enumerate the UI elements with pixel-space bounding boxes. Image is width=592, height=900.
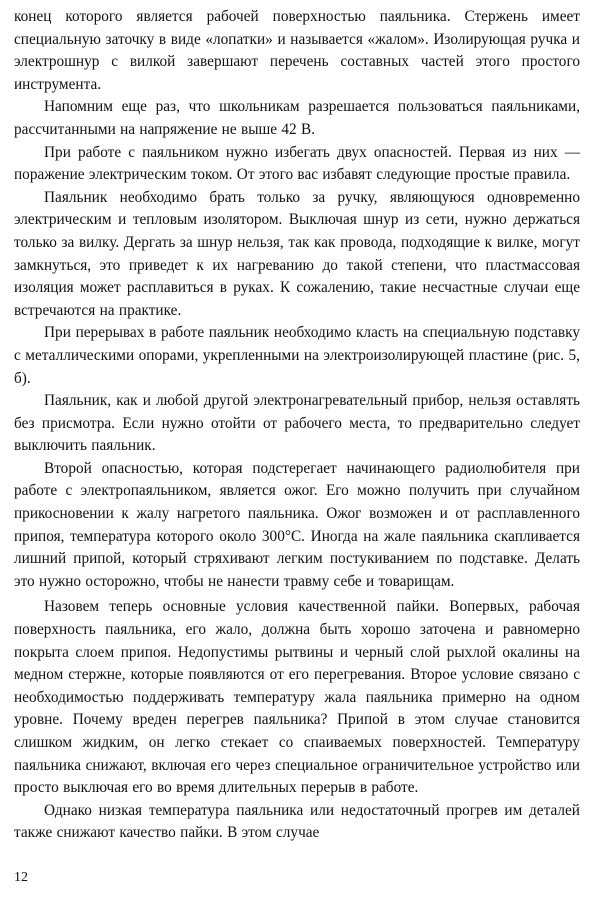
paragraph-low-temperature: Однако низкая температура паяльника или недостаточный прогрев им деталей также снижают качество пайки. В этом случае bbox=[14, 801, 580, 842]
paragraph-continuation: конец которого является рабочей поверхностью паяльника. Стержень имеет специальную заточку в виде «лопатки» и называется «жалом». Изолирующая ручка и электрошнур с вилкой завершают перечень составных частей этого простого инструмента. bbox=[14, 8, 580, 93]
paragraph-quality-conditions: Назовем теперь основные условия качественной пайки. Вопервых, рабочая поверхность паяльника, его жало, должна быть хорошо заточена и равномерно покрыта слоем припоя. Недопустимы рытвины и черный слой рыхлой окалины на медном стержне, которые появляются от его перегревания. Второе условие связано с необходимостью поддерживать температуру жала паяльника примерно на одном уровне. Почему вреден перегрев паяльника? Припой в этом случае становится слишком жидким, он легко стекает со спаиваемых поверхностей. Температуру паяльника снижают, включая его через специальное ограничительное устройство или просто выключая его во время длительных перерыв в работе. bbox=[14, 598, 580, 797]
paragraph-stand: При перерывах в работе паяльник необходимо класть на специальную подставку с металлическими опорами, укрепленными на электроизолирующей пластине (рис. 5, б). bbox=[14, 324, 580, 387]
paragraph-two-dangers: При работе с паяльником нужно избегать двух опасностей. Первая из них — поражение электрическим током. От этого вас избавят следующие простые правила. bbox=[14, 143, 580, 184]
page-number: 12 bbox=[14, 870, 28, 885]
paragraph-handling-rules: Паяльник необходимо брать только за ручку, являющуюся одновременно электрическим и тепловым изолятором. Выключая шнур из сети, нужно держаться только за вилку. Дергать за шнур нельзя, так как провода, подходящие к вилке, могут замкнуться, это приведет к их нагреванию до такой степени, что пластмассовая изоляция может расплавиться в руках. К сожалению, такие несчастные случаи еще встречаются на практике. bbox=[14, 188, 580, 319]
paragraph-supervision: Паяльник, как и любой другой электронагревательный прибор, нельзя оставлять без присмотра. Если нужно отойти от рабочего места, то предварительно следует выключить паяльник. bbox=[14, 392, 580, 455]
paragraph-voltage-note: Напомним еще раз, что школьникам разрешается пользоваться паяльниками, рассчитанными на напряжение не выше 42 В. bbox=[14, 98, 580, 138]
paragraph-burn-danger: Второй опасностью, которая подстерегает начинающего радиолюбителя при работе с электропаяльником, является ожог. Его можно получить при случайном прикосновении к жалу нагретого паяльника. Ожог возможен и от расплавленного припоя, температура которого около 300°С. Иногда на жале паяльника скапливается лишний припой, который стряхивают легким постукиванием по подставке. Делать это нужно осторожно, чтобы не нанести травму себе и товарищам. bbox=[14, 459, 580, 590]
body-text bbox=[14, 6, 580, 845]
